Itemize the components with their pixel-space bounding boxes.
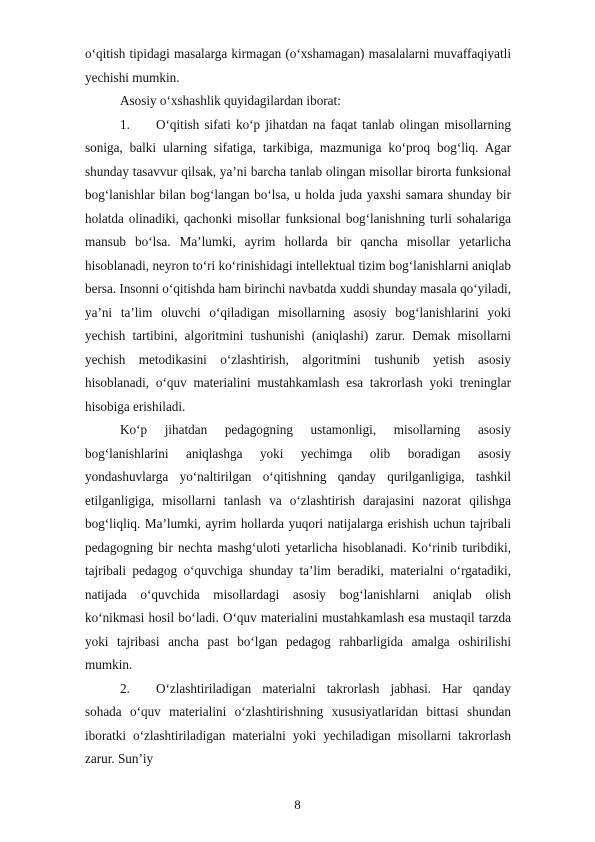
paragraph-continuation: o‘qitish tipidagi masalarga kirmagan (o‘xshamagan) masalalarni muvaffaqiyatli yechishi mumkin. bbox=[85, 46, 511, 85]
paragraph-intro: Asosiy o‘xshashlik quyidagilardan iborat: bbox=[120, 93, 341, 108]
list-item-1-number: 1. bbox=[120, 116, 130, 132]
list-item-2-text: O‘zlashtiriladigan materialni takrorlash jabhasi. Har qanday sohada o‘quv materialini o‘zlashtirishning xususiyatlaridan bittasi shundan iboratki o‘zlashtiriladigan materialni yoki yechiladigan misollarni takrorlash zarur. Sun’iy bbox=[85, 680, 511, 766]
list-item-1 bbox=[85, 113, 511, 419]
list-item-2-number: 2. bbox=[120, 680, 130, 696]
paragraph-pedagog: Ko‘p jihatdan pedagogning ustamonligi, misollarning asosiy bog‘lanishlarini aniqlashga yoki yechimga olib boradigan asosiy yondashuvlarga yo‘naltirilgan o‘qitishning qanday qurilganligiga, tashkil etilganligiga, misollarni tanlash va o‘zlashtirish darajasini nazorat qilishga bog‘liqliq. Ma’lumki, ayrim hollarda yuqori natijalarga erishish uchun tajribali pedagogning bir nechta mashg‘uloti yetarlicha hisoblanadi. Ko‘rinib turibdiki, tajribali pedagog o‘quvchiga shunday ta’lim beradiki, materialni o‘rgatadiki, natijada o‘quvchida misollardagi asosiy bog‘lanishlarni aniqlab olish ko‘nikmasi hosil bo‘ladi. O‘quv materialini mustahkamlash esa mustaqil tarzda yoki tajribasi ancha past bo‘lgan pedagog rahbarligida amalga oshirilishi mumkin. bbox=[85, 422, 511, 672]
page-number: 8 bbox=[294, 797, 301, 812]
document-body bbox=[85, 42, 511, 771]
list-item-2 bbox=[85, 677, 511, 771]
list-item-1-text: O‘qitish sifati ko‘p jihatdan na faqat tanlab olingan misollarning soniga, balki ularning sifatiga, tarkibiga, mazmuniga ko‘proq bog‘liq. Agar shunday tasavvur qilsak, ya’ni barcha tanlab olingan misollar birorta funksional bog‘lanishlar bilan bog‘langan bo‘lsa, u holda juda yaxshi samara shunday bir holatda olinadiki, qachonki misollar funksional bog‘lanishning turli sohalariga mansub bo‘lsa. Ma’lumki, ayrim hollarda bir qancha misollar yetarlicha hisoblanadi, neyron to‘ri ko‘rinishidagi intellektual tizim bog‘lanishlarni aniqlab bersa. Insonni o‘qitishda ham birinchi navbatda xuddi shunday masala qo‘yiladi, ya’ni ta’lim oluvchi o‘qiladigan misollarning asosiy bog‘lanishlarini yoki yechish tartibini, algoritmini tushunishi (aniqlashi) zarur. Demak misollarni yechish metodikasini o‘zlashtirish, algoritmini tushunib yetish asosiy hisoblanadi, o‘quv materialini mustahkamlash esa takrorlash yoki treninglar hisobiga erishiladi. bbox=[85, 116, 511, 414]
